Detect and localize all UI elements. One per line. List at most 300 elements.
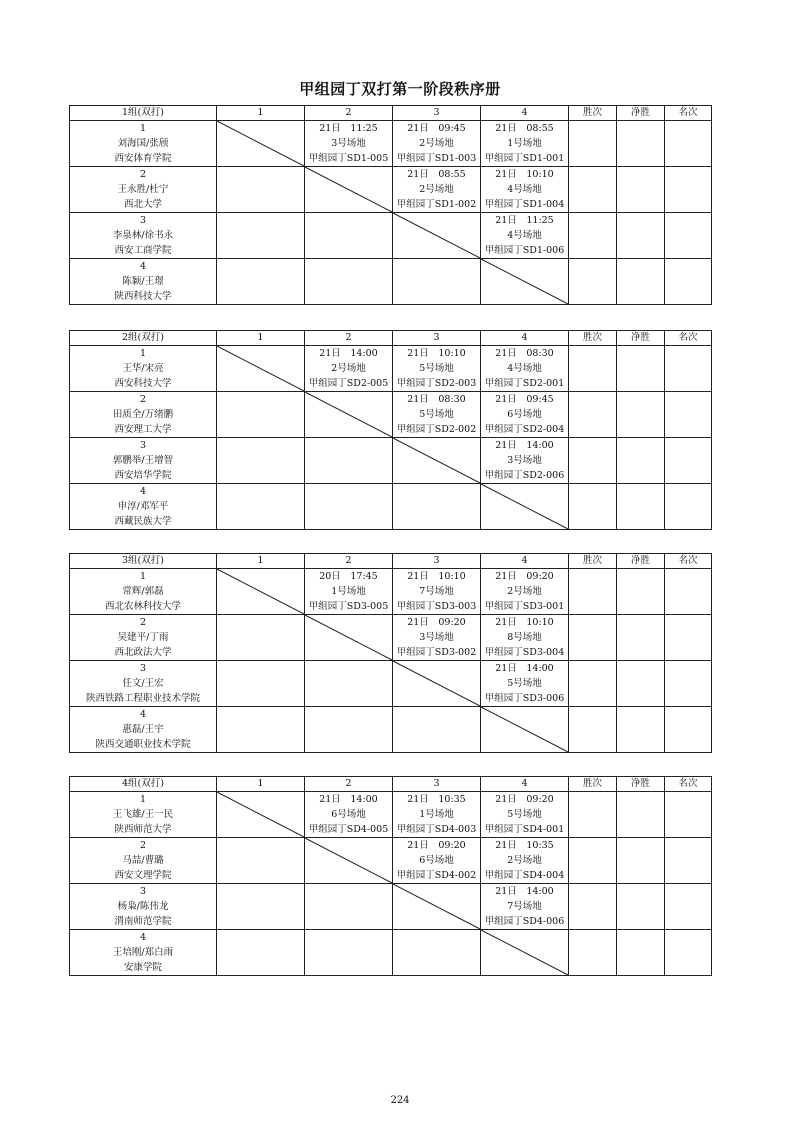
team-number: 3: [139, 215, 147, 226]
match-time: 21日 10:35: [407, 794, 466, 805]
match-court: 3号场地: [419, 632, 454, 643]
match-cell: [393, 569, 481, 615]
empty-cell: [217, 838, 305, 884]
team-school: 西安体育学院: [114, 153, 172, 164]
team-cell: [70, 661, 217, 707]
match-code: 甲组园丁SD1-004: [484, 199, 565, 210]
match-cell: [481, 569, 569, 615]
net-cell: [617, 707, 665, 753]
diagonal-line: [305, 167, 392, 212]
group-table: [69, 330, 712, 530]
empty-cell: [217, 615, 305, 661]
match-code: 甲组园丁SD3-001: [484, 601, 565, 612]
rank-cell: [665, 484, 712, 530]
group-header-row: [70, 554, 712, 569]
page-title: 甲组园丁双打第一阶段秩序册: [299, 80, 501, 98]
team-school: 西安培华学院: [114, 470, 172, 481]
net-cell: [617, 930, 665, 976]
col-header: 1: [217, 106, 305, 121]
wins-cell: [569, 661, 617, 707]
team-row: [70, 167, 712, 213]
team-number: 2: [139, 169, 147, 180]
col-header: 3: [393, 331, 481, 346]
empty-cell: [393, 707, 481, 753]
diagonal-line: [217, 569, 304, 614]
col-header-net: 净胜: [617, 554, 665, 569]
empty-cell: [217, 213, 305, 259]
empty-cell: [305, 484, 393, 530]
match-court: 2号场地: [507, 586, 542, 597]
rank-cell: [665, 661, 712, 707]
match-cell: [305, 792, 393, 838]
match-court: 5号场地: [507, 809, 542, 820]
match-cell: [393, 121, 481, 167]
group-label: 1组(双打): [70, 106, 217, 121]
col-header-rank: 名次: [665, 331, 712, 346]
match-time: 21日 14:00: [495, 663, 554, 674]
empty-cell: [217, 438, 305, 484]
wins-cell: [569, 121, 617, 167]
team-cell: [70, 346, 217, 392]
team-row: [70, 259, 712, 305]
team-school: 陕西科技大学: [114, 291, 172, 302]
team-cell: [70, 615, 217, 661]
match-cell: [481, 792, 569, 838]
match-code: 甲组园丁SD4-001: [484, 824, 565, 835]
empty-cell: [305, 884, 393, 930]
diagonal-line: [393, 213, 480, 258]
team-row: [70, 615, 712, 661]
team-cell: [70, 259, 217, 305]
col-header-wins: 胜次: [569, 106, 617, 121]
group-header-row: [70, 331, 712, 346]
match-code: 甲组园丁SD4-005: [308, 824, 389, 835]
match-cell: [305, 569, 393, 615]
group-header-row: [70, 777, 712, 792]
match-time: 21日 08:55: [495, 123, 554, 134]
rank-cell: [665, 167, 712, 213]
self-match-cell: [305, 615, 393, 661]
match-court: 2号场地: [419, 184, 454, 195]
match-code: 甲组园丁SD1-002: [396, 199, 477, 210]
match-time: 21日 14:00: [495, 440, 554, 451]
diagonal-line: [217, 121, 304, 166]
col-header: 3: [393, 777, 481, 792]
match-time: 21日 09:20: [407, 840, 466, 851]
empty-cell: [217, 167, 305, 213]
self-match-cell: [217, 121, 305, 167]
diagonal-line: [393, 438, 480, 483]
rank-cell: [665, 346, 712, 392]
team-school: 陕西铁路工程职业技术学院: [85, 693, 200, 704]
match-code: 甲组园丁SD2-003: [396, 378, 477, 389]
diagonal-line: [481, 707, 568, 752]
match-cell: [481, 213, 569, 259]
match-time: 21日 09:20: [495, 794, 554, 805]
team-players: 王华/宋亮: [122, 363, 164, 374]
empty-cell: [305, 661, 393, 707]
team-number: 4: [139, 261, 147, 272]
rank-cell: [665, 884, 712, 930]
match-code: 甲组园丁SD4-004: [484, 870, 565, 881]
team-players: 郭鹏举/王增智: [112, 455, 174, 466]
col-header: 2: [305, 106, 393, 121]
team-players: 陈颖/王璟: [122, 276, 164, 287]
match-code: 甲组园丁SD1-006: [484, 245, 565, 256]
team-school: 渭南师范学院: [114, 916, 172, 927]
team-cell: [70, 792, 217, 838]
col-header-net: 净胜: [617, 331, 665, 346]
team-school: 安康学院: [123, 962, 162, 973]
team-cell: [70, 438, 217, 484]
diagonal-line: [481, 930, 568, 975]
col-header: 1: [217, 331, 305, 346]
empty-cell: [217, 661, 305, 707]
wins-cell: [569, 213, 617, 259]
diagonal-line: [217, 792, 304, 837]
team-players: 刘海国/张颀: [117, 138, 169, 149]
self-match-cell: [305, 392, 393, 438]
diagonal-line: [393, 884, 480, 929]
match-cell: [481, 615, 569, 661]
team-school: 西安工商学院: [114, 245, 172, 256]
team-cell: [70, 569, 217, 615]
match-cell: [481, 661, 569, 707]
match-court: 7号场地: [419, 586, 454, 597]
match-code: 甲组园丁SD3-003: [396, 601, 477, 612]
self-match-cell: [481, 484, 569, 530]
team-cell: [70, 167, 217, 213]
wins-cell: [569, 392, 617, 438]
match-court: 1号场地: [331, 586, 366, 597]
team-row: [70, 792, 712, 838]
col-header-rank: 名次: [665, 554, 712, 569]
wins-cell: [569, 615, 617, 661]
col-header-rank: 名次: [665, 777, 712, 792]
team-players: 吴建平/丁雨: [117, 632, 169, 643]
team-cell: [70, 707, 217, 753]
self-match-cell: [481, 930, 569, 976]
match-cell: [481, 346, 569, 392]
team-school: 西北政法大学: [114, 647, 172, 658]
match-court: 6号场地: [331, 809, 366, 820]
net-cell: [617, 569, 665, 615]
match-cell: [393, 346, 481, 392]
match-cell: [481, 438, 569, 484]
team-school: 西北大学: [123, 199, 162, 210]
team-school: 陕西交通职业技术学院: [95, 739, 191, 750]
self-match-cell: [393, 884, 481, 930]
team-row: [70, 392, 712, 438]
rank-cell: [665, 259, 712, 305]
wins-cell: [569, 930, 617, 976]
col-header: 3: [393, 554, 481, 569]
net-cell: [617, 346, 665, 392]
team-school: 西安文理学院: [114, 870, 172, 881]
col-header-wins: 胜次: [569, 554, 617, 569]
rank-cell: [665, 121, 712, 167]
match-cell: [393, 792, 481, 838]
team-number: 2: [139, 394, 147, 405]
empty-cell: [305, 259, 393, 305]
team-cell: [70, 121, 217, 167]
col-header-rank: 名次: [665, 106, 712, 121]
team-number: 1: [139, 348, 147, 359]
match-court: 2号场地: [419, 138, 454, 149]
match-code: 甲组园丁SD3-002: [396, 647, 477, 658]
team-row: [70, 884, 712, 930]
match-court: 5号场地: [507, 678, 542, 689]
match-cell: [393, 838, 481, 884]
rank-cell: [665, 838, 712, 884]
team-row: [70, 438, 712, 484]
wins-cell: [569, 884, 617, 930]
col-header: 2: [305, 331, 393, 346]
team-row: [70, 661, 712, 707]
team-number: 4: [139, 486, 147, 497]
group-label: 2组(双打): [70, 331, 217, 346]
match-cell: [481, 121, 569, 167]
team-row: [70, 484, 712, 530]
match-time: 21日 09:20: [407, 617, 466, 628]
team-players: 王培刚/郑白雨: [112, 947, 174, 958]
match-code: 甲组园丁SD3-006: [484, 693, 565, 704]
rank-cell: [665, 213, 712, 259]
team-players: 常辉/郭磊: [122, 586, 164, 597]
match-cell: [481, 884, 569, 930]
empty-cell: [393, 484, 481, 530]
wins-cell: [569, 792, 617, 838]
wins-cell: [569, 438, 617, 484]
team-school: 西藏民族大学: [114, 516, 172, 527]
col-header: 1: [217, 554, 305, 569]
net-cell: [617, 661, 665, 707]
diagonal-line: [481, 484, 568, 529]
col-header: 3: [393, 106, 481, 121]
team-number: 3: [139, 886, 147, 897]
wins-cell: [569, 259, 617, 305]
match-court: 4号场地: [507, 230, 542, 241]
team-school: 西安理工大学: [114, 424, 172, 435]
group-header-row: [70, 106, 712, 121]
empty-cell: [305, 213, 393, 259]
wins-cell: [569, 707, 617, 753]
match-code: 甲组园丁SD4-006: [484, 916, 565, 927]
team-number: 2: [139, 840, 147, 851]
team-players: 惠磊/王宇: [122, 724, 164, 735]
team-number: 3: [139, 440, 147, 451]
team-row: [70, 121, 712, 167]
match-cell: [393, 615, 481, 661]
team-cell: [70, 884, 217, 930]
self-match-cell: [305, 167, 393, 213]
match-time: 21日 10:10: [495, 617, 554, 628]
match-time: 21日 09:20: [495, 571, 554, 582]
self-match-cell: [481, 707, 569, 753]
empty-cell: [217, 930, 305, 976]
match-time: 21日 10:10: [407, 571, 466, 582]
col-header: 4: [481, 554, 569, 569]
page-number: 224: [390, 1095, 410, 1106]
team-players: 任文/王宏: [122, 678, 164, 689]
net-cell: [617, 392, 665, 438]
group-label: 4组(双打): [70, 777, 217, 792]
wins-cell: [569, 569, 617, 615]
match-court: 1号场地: [419, 809, 454, 820]
match-code: 甲组园丁SD4-002: [396, 870, 477, 881]
match-time: 21日 14:00: [495, 886, 554, 897]
empty-cell: [217, 707, 305, 753]
rank-cell: [665, 615, 712, 661]
col-header-net: 净胜: [617, 777, 665, 792]
match-time: 21日 08:30: [407, 394, 466, 405]
match-time: 21日 09:45: [407, 123, 466, 134]
team-cell: [70, 392, 217, 438]
match-time: 21日 08:30: [495, 348, 554, 359]
match-cell: [393, 167, 481, 213]
group-table: [69, 553, 712, 753]
match-time: 21日 10:10: [407, 348, 466, 359]
col-header-net: 净胜: [617, 106, 665, 121]
match-code: 甲组园丁SD2-005: [308, 378, 389, 389]
team-number: 4: [139, 932, 147, 943]
match-time: 21日 14:00: [319, 794, 378, 805]
col-header-wins: 胜次: [569, 331, 617, 346]
team-players: 田质全/万绪鹏: [112, 409, 174, 420]
match-court: 6号场地: [507, 409, 542, 420]
col-header: 4: [481, 331, 569, 346]
match-court: 2号场地: [507, 855, 542, 866]
wins-cell: [569, 167, 617, 213]
wins-cell: [569, 484, 617, 530]
match-code: 甲组园丁SD1-005: [308, 153, 389, 164]
team-number: 1: [139, 571, 147, 582]
net-cell: [617, 438, 665, 484]
net-cell: [617, 213, 665, 259]
net-cell: [617, 884, 665, 930]
match-court: 5号场地: [419, 363, 454, 374]
match-time: 21日 08:55: [407, 169, 466, 180]
match-court: 1号场地: [507, 138, 542, 149]
empty-cell: [305, 930, 393, 976]
team-number: 3: [139, 663, 147, 674]
diagonal-line: [217, 346, 304, 391]
match-court: 5号场地: [419, 409, 454, 420]
match-court: 6号场地: [419, 855, 454, 866]
match-code: 甲组园丁SD2-002: [396, 424, 477, 435]
match-time: 21日 11:25: [495, 215, 554, 226]
team-number: 1: [139, 794, 147, 805]
rank-cell: [665, 707, 712, 753]
match-code: 甲组园丁SD3-005: [308, 601, 389, 612]
rank-cell: [665, 392, 712, 438]
diagonal-line: [305, 615, 392, 660]
empty-cell: [217, 884, 305, 930]
self-match-cell: [481, 259, 569, 305]
empty-cell: [217, 484, 305, 530]
match-code: 甲组园丁SD4-003: [396, 824, 477, 835]
team-school: 西北农林科技大学: [104, 601, 181, 612]
col-header-wins: 胜次: [569, 777, 617, 792]
self-match-cell: [393, 661, 481, 707]
team-row: [70, 213, 712, 259]
team-number: 2: [139, 617, 147, 628]
match-cell: [305, 121, 393, 167]
match-time: 21日 14:00: [319, 348, 378, 359]
net-cell: [617, 259, 665, 305]
self-match-cell: [305, 838, 393, 884]
team-row: [70, 930, 712, 976]
match-code: 甲组园丁SD3-004: [484, 647, 565, 658]
self-match-cell: [217, 346, 305, 392]
self-match-cell: [393, 213, 481, 259]
wins-cell: [569, 346, 617, 392]
group-table: [69, 776, 712, 976]
team-cell: [70, 838, 217, 884]
match-code: 甲组园丁SD2-001: [484, 378, 565, 389]
team-players: 杨枭/陈伟龙: [117, 901, 169, 912]
team-players: 李泉林/徐书永: [112, 230, 174, 241]
team-row: [70, 569, 712, 615]
diagonal-line: [305, 838, 392, 883]
match-time: 21日 09:45: [495, 394, 554, 405]
match-court: 4号场地: [507, 363, 542, 374]
net-cell: [617, 167, 665, 213]
team-school: 陕西师范大学: [114, 824, 172, 835]
team-players: 王飞雄/王一民: [112, 809, 174, 820]
match-time: 21日 10:35: [495, 840, 554, 851]
group-table: [69, 105, 712, 305]
wins-cell: [569, 838, 617, 884]
self-match-cell: [393, 438, 481, 484]
match-code: 甲组园丁SD2-004: [484, 424, 565, 435]
empty-cell: [217, 392, 305, 438]
match-court: 3号场地: [507, 455, 542, 466]
team-players: 马喆/曹璐: [122, 855, 164, 866]
diagonal-line: [305, 392, 392, 437]
diagonal-line: [481, 259, 568, 304]
empty-cell: [393, 259, 481, 305]
match-court: 2号场地: [331, 363, 366, 374]
col-header: 1: [217, 777, 305, 792]
match-cell: [305, 346, 393, 392]
match-court: 4号场地: [507, 184, 542, 195]
match-cell: [481, 838, 569, 884]
empty-cell: [305, 438, 393, 484]
rank-cell: [665, 569, 712, 615]
net-cell: [617, 484, 665, 530]
col-header: 2: [305, 777, 393, 792]
empty-cell: [393, 930, 481, 976]
net-cell: [617, 121, 665, 167]
col-header: 4: [481, 777, 569, 792]
match-code: 甲组园丁SD1-003: [396, 153, 477, 164]
self-match-cell: [217, 569, 305, 615]
match-cell: [481, 392, 569, 438]
net-cell: [617, 615, 665, 661]
match-cell: [393, 392, 481, 438]
team-cell: [70, 484, 217, 530]
col-header: 4: [481, 106, 569, 121]
team-number: 4: [139, 709, 147, 720]
group-label: 3组(双打): [70, 554, 217, 569]
net-cell: [617, 792, 665, 838]
team-row: [70, 346, 712, 392]
match-time: 21日 10:10: [495, 169, 554, 180]
col-header: 2: [305, 554, 393, 569]
team-number: 1: [139, 123, 147, 134]
match-court: 7号场地: [507, 901, 542, 912]
